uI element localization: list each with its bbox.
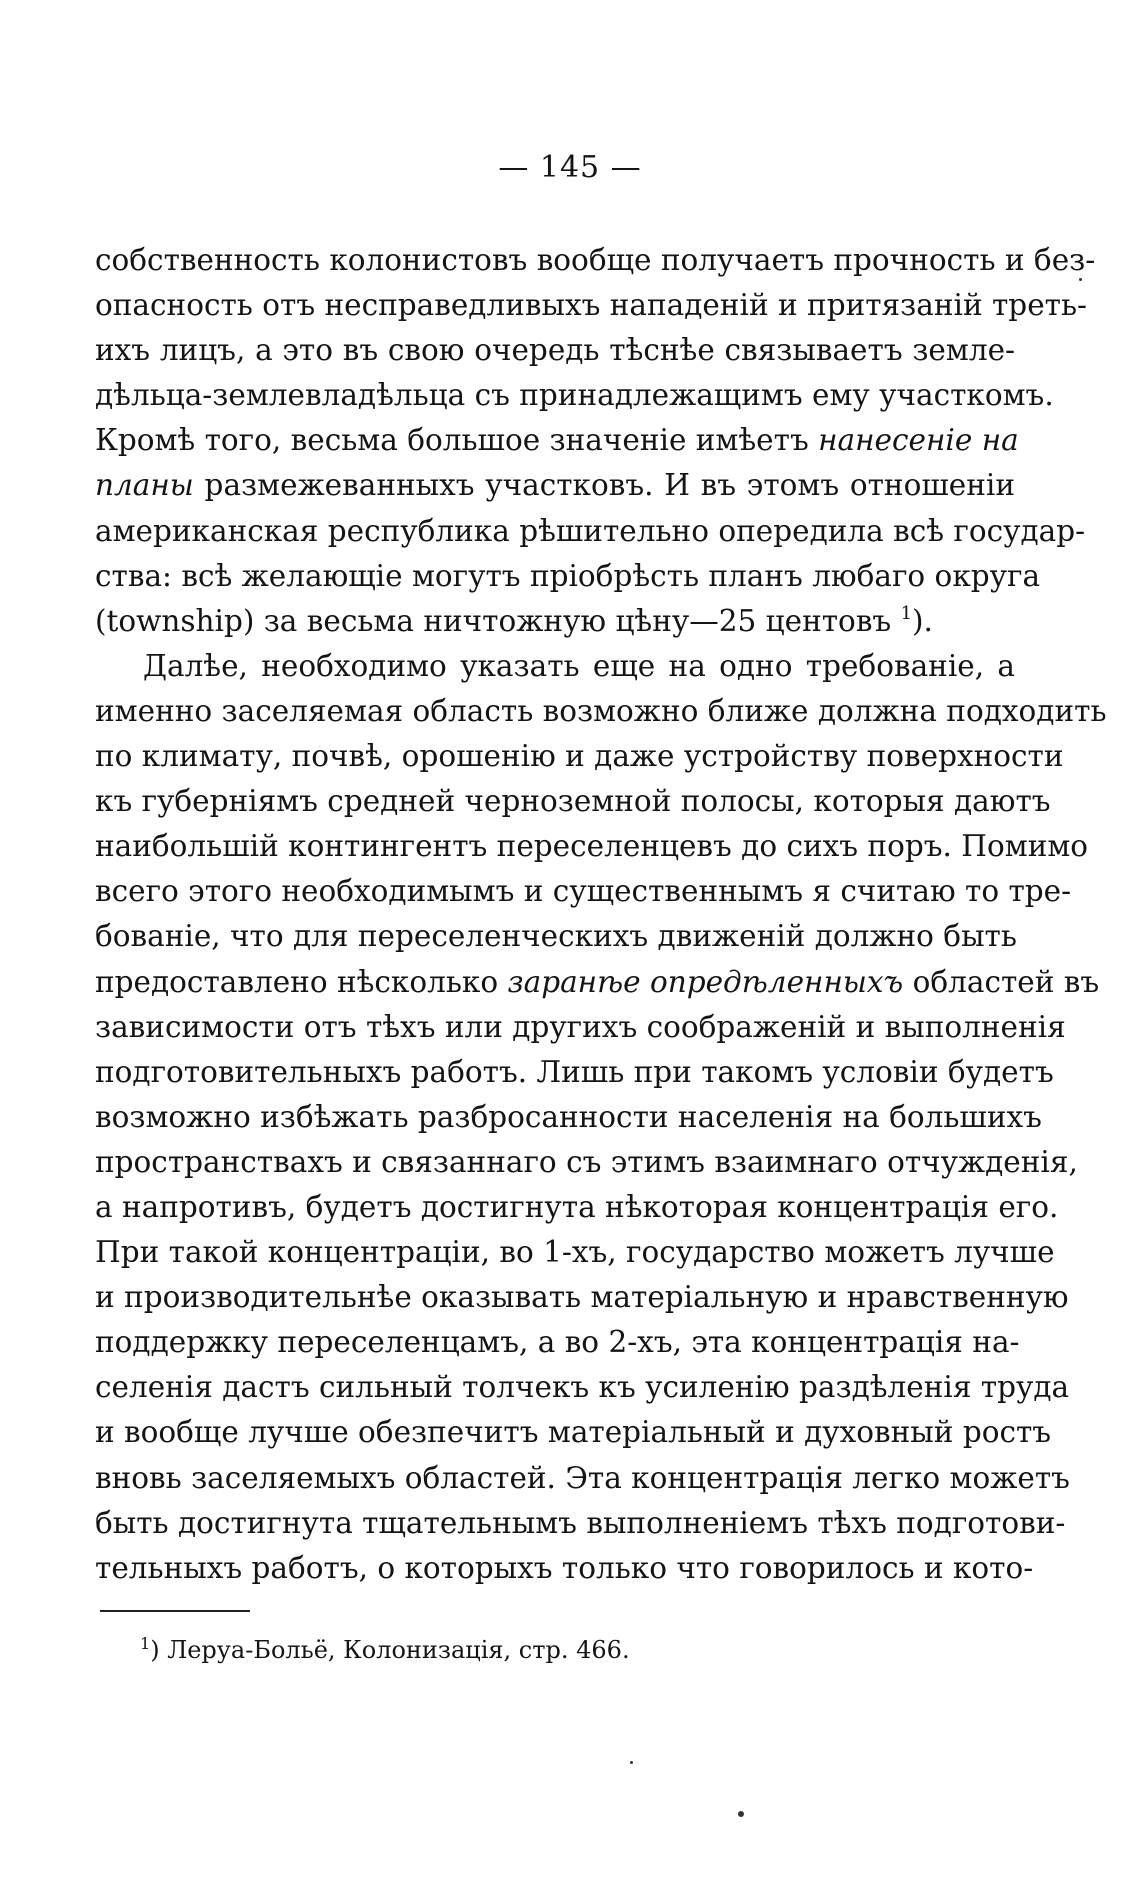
text-line (95, 960, 1100, 1005)
footnote-marker-close: ) (150, 1636, 160, 1664)
text-line: Далѣе, необходимо указать еще на одно требованіе, а (143, 648, 1015, 683)
text-run: ). (912, 603, 933, 638)
paragraph-2 (95, 644, 1107, 1591)
text-run: областей въ (903, 964, 1100, 999)
text-run: предоставлено нѣсколько (95, 964, 508, 999)
text-line: зависимости отъ тѣхъ или другихъ соображеній и выполненія (95, 1009, 1066, 1044)
text-line: селенія дастъ сильный толчекъ къ усиленію раздѣленія труда (95, 1370, 1070, 1405)
text-line: подготовительныхъ работъ. Лишь при такомъ условіи будетъ (95, 1054, 1054, 1089)
text-run: (township) за весьма ничтожную цѣну—25 центовъ (95, 603, 901, 638)
text-line: пространствахъ и связаннаго съ этимъ взаимнаго отчужденія, (95, 1144, 1078, 1179)
text-line: по климату, почвѣ, орошенію и даже устройству поверхности (95, 739, 1064, 774)
text-line: именно заселяемая область возможно ближе должна подходить (95, 693, 1107, 728)
text-line: ства: всѣ желающіе могутъ пріобрѣсть планъ любаго округа (95, 558, 1041, 593)
text-line: быть достигнута тщательнымъ выполненіемъ тѣхъ подготови- (95, 1505, 1066, 1540)
text-line: опасность отъ несправедливыхъ нападеній и притязаній треть- (95, 288, 1087, 323)
text-line: и производительнѣе оказывать матеріальную и нравственную (95, 1280, 1069, 1315)
text-line: дѣльца-землевладѣльца съ принадлежащимъ ему участкомъ. (95, 378, 1054, 413)
footnote-reference: 1 (900, 602, 913, 624)
text-line: бованіе, что для переселенческихъ движеній должно быть (95, 919, 1017, 954)
text-line: наибольшій контингентъ переселенцевъ до сихъ поръ. Помимо (95, 829, 1089, 864)
text-line: собственность колонистовъ вообще получаетъ прочность и без- (95, 243, 1096, 277)
text-line: При такой концентраціи, во 1-хъ, государство можетъ лучше (95, 1235, 1055, 1270)
text-line: и вообще лучше обезпечитъ матеріальный и духовный ростъ (95, 1415, 1052, 1450)
text-line (95, 599, 1015, 644)
print-speck (630, 1761, 633, 1764)
italic-term: заранѣе опредѣленныхъ (507, 964, 904, 999)
body-text (95, 238, 1107, 1591)
text-line: ихъ лицъ, а это въ свою очередь тѣснѣе связываетъ земле- (95, 333, 1015, 368)
footnote-marker: 1 (140, 1634, 151, 1653)
footnote-text: Леруа-Больё, Колонизація, стр. 466. (159, 1636, 630, 1664)
text-line: всего этого необходимымъ и существеннымъ я считаю то тре- (95, 874, 1072, 909)
italic-term: нанесеніе на (818, 423, 1019, 458)
footnote-divider (100, 1610, 250, 1612)
text-run: размежеванныхъ участковъ. И въ этомъ отношеніи (193, 468, 1015, 503)
text-run: Кромѣ того, весьма большое значеніе имѣетъ (95, 423, 819, 458)
text-line: тельныхъ работъ, о которыхъ только что говорилось и кото- (95, 1550, 1034, 1585)
text-line: вновь заселяемыхъ областей. Эта концентрація легко можетъ (95, 1460, 1070, 1495)
text-line: къ губерніямъ средней черноземной полосы, которыя даютъ (95, 784, 1051, 819)
print-speck (1079, 278, 1082, 281)
print-speck (738, 1811, 744, 1817)
page-number: — 145 — (498, 150, 642, 185)
text-line: а напротивъ, будетъ достигнута нѣкоторая концентрація его. (95, 1189, 1059, 1224)
paragraph-1 (95, 238, 1096, 644)
text-line: поддержку переселенцамъ, а во 2-хъ, эта концентрація на- (95, 1325, 1020, 1360)
text-line (95, 418, 1019, 463)
text-line: возможно избѣжать разбросанности населенія на большихъ (95, 1099, 1042, 1134)
text-line (95, 463, 1015, 508)
italic-term: планы (95, 468, 194, 503)
text-line: американская республика рѣшительно опередила всѣ государ- (95, 513, 1086, 548)
footnote (140, 1636, 630, 1664)
